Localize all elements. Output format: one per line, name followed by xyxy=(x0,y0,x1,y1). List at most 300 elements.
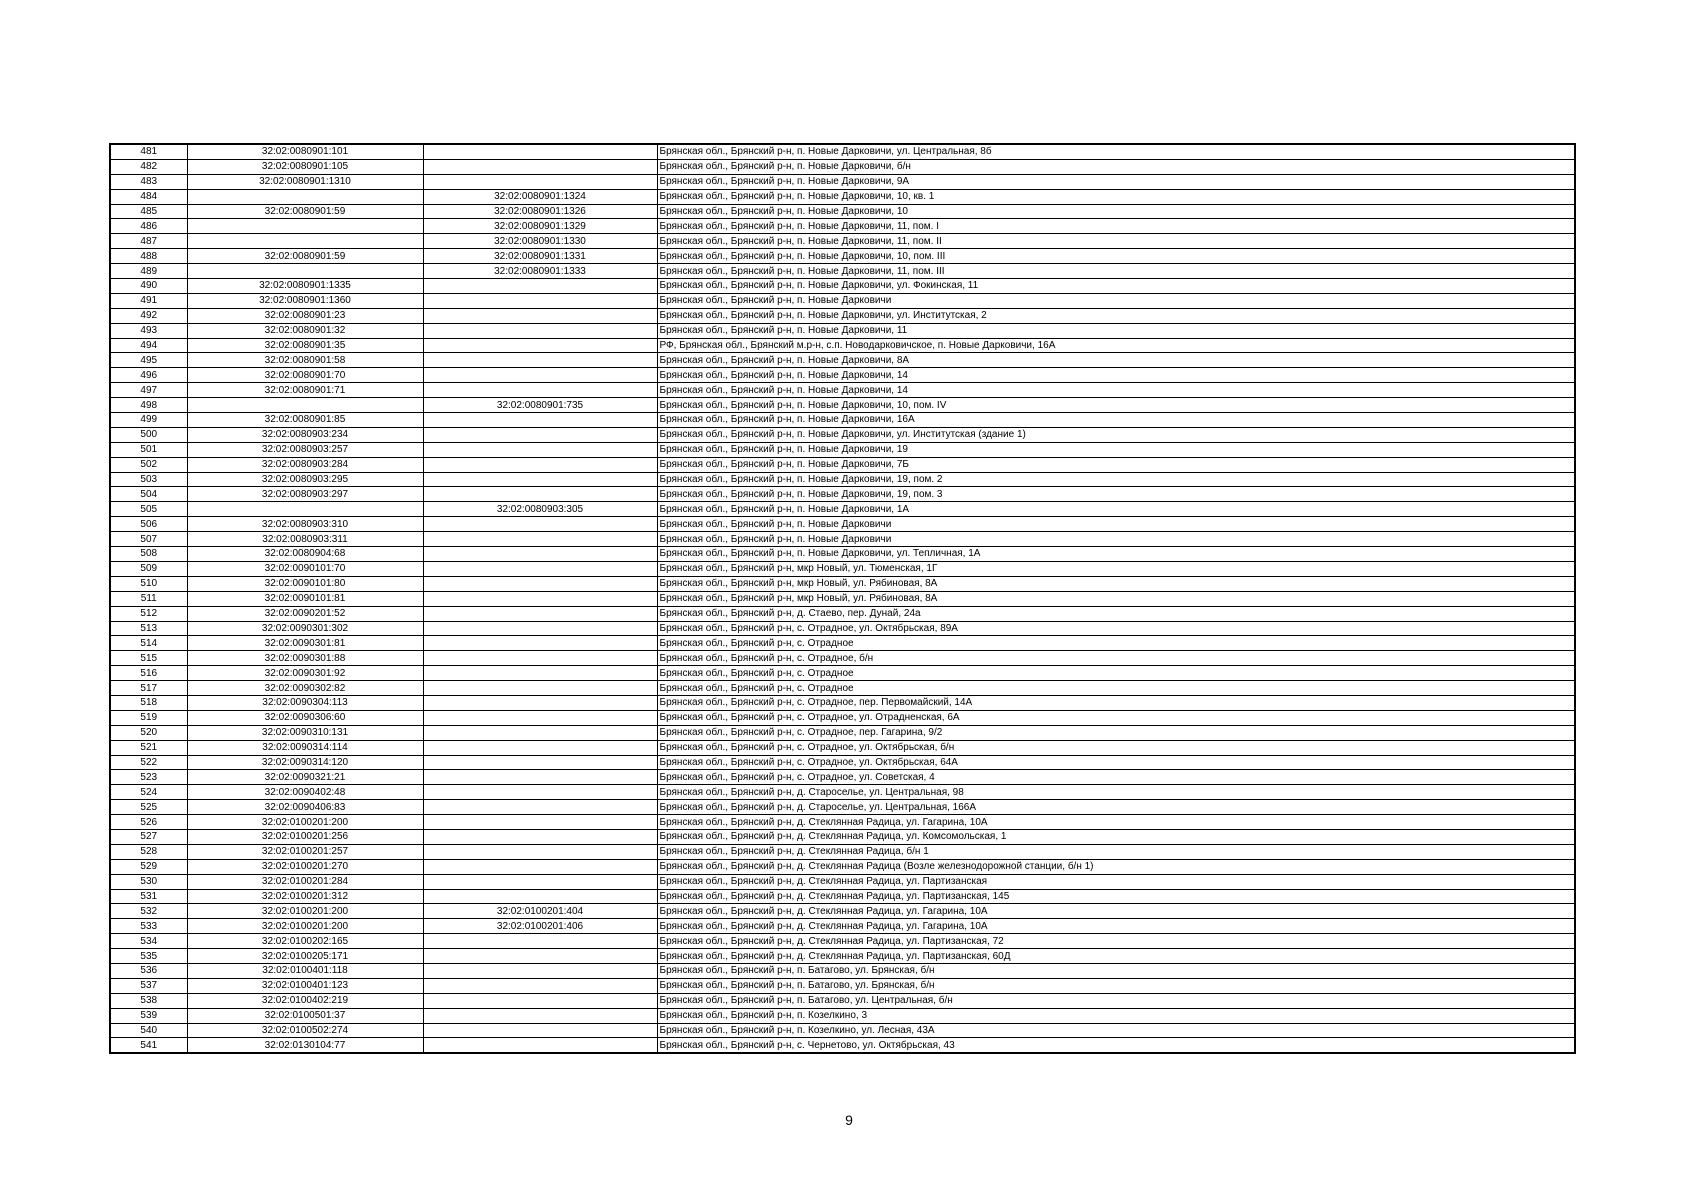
related-cadastral-number-cell xyxy=(423,442,657,457)
address-cell: Брянская обл., Брянский р-н, д. Стеклянная Радица, ул. Гагарина, 10А xyxy=(657,919,1575,934)
cadastral-number-cell: 32:02:0090406:83 xyxy=(187,800,423,815)
table-row xyxy=(110,323,1575,338)
row-number-cell: 531 xyxy=(110,889,187,904)
row-number-cell: 507 xyxy=(110,532,187,547)
cadastral-number-cell: 32:02:0090314:114 xyxy=(187,740,423,755)
cadastral-number-cell: 32:02:0080901:23 xyxy=(187,308,423,323)
row-number-cell: 534 xyxy=(110,934,187,949)
table-row xyxy=(110,978,1575,993)
address-cell: Брянская обл., Брянский р-н, п. Новые Дарковичи, 14 xyxy=(657,383,1575,398)
row-number-cell: 510 xyxy=(110,576,187,591)
address-cell: Брянская обл., Брянский р-н, п. Новые Дарковичи xyxy=(657,532,1575,547)
cadastral-number-cell: 32:02:0090101:70 xyxy=(187,561,423,576)
address-cell: Брянская обл., Брянский р-н, с. Отрадное xyxy=(657,681,1575,696)
table-row xyxy=(110,442,1575,457)
table-row xyxy=(110,204,1575,219)
address-cell: Брянская обл., Брянский р-н, с. Отрадное, пер. Первомайский, 14А xyxy=(657,695,1575,710)
address-cell: Брянская обл., Брянский р-н, с. Отрадное, ул. Октябрьская, 89А xyxy=(657,621,1575,636)
related-cadastral-number-cell xyxy=(423,547,657,562)
address-cell: Брянская обл., Брянский р-н, п. Новые Дарковичи xyxy=(657,293,1575,308)
row-number-cell: 492 xyxy=(110,308,187,323)
cadastral-number-cell: 32:02:0080901:71 xyxy=(187,383,423,398)
table-row xyxy=(110,189,1575,204)
related-cadastral-number-cell xyxy=(423,293,657,308)
table-row xyxy=(110,144,1575,159)
cadastral-number-cell: 32:02:0100201:200 xyxy=(187,815,423,830)
table-row xyxy=(110,889,1575,904)
row-number-cell: 527 xyxy=(110,829,187,844)
row-number-cell: 494 xyxy=(110,338,187,353)
table-row xyxy=(110,829,1575,844)
row-number-cell: 482 xyxy=(110,159,187,174)
address-cell: Брянская обл., Брянский р-н, д. Стеклянная Радица, ул. Комсомольская, 1 xyxy=(657,829,1575,844)
cadastral-number-cell xyxy=(187,398,423,413)
cadastral-number-cell: 32:02:0100201:200 xyxy=(187,904,423,919)
table-row xyxy=(110,844,1575,859)
cadastral-number-cell: 32:02:0090402:48 xyxy=(187,785,423,800)
cadastral-number-cell: 32:02:0090301:92 xyxy=(187,666,423,681)
related-cadastral-number-cell xyxy=(423,949,657,964)
table-row xyxy=(110,919,1575,934)
row-number-cell: 501 xyxy=(110,442,187,457)
cadastral-number-cell: 32:02:0090306:60 xyxy=(187,710,423,725)
related-cadastral-number-cell xyxy=(423,666,657,681)
table-row xyxy=(110,279,1575,294)
related-cadastral-number-cell xyxy=(423,353,657,368)
table-row xyxy=(110,234,1575,249)
related-cadastral-number-cell xyxy=(423,1023,657,1038)
table-row xyxy=(110,651,1575,666)
register-sheet xyxy=(109,143,1574,1054)
table-row xyxy=(110,800,1575,815)
address-cell: Брянская обл., Брянский р-н, п. Новые Дарковичи, ул. Центральная, 8б xyxy=(657,144,1575,159)
related-cadastral-number-cell: 32:02:0080901:1329 xyxy=(423,219,657,234)
table-row xyxy=(110,859,1575,874)
related-cadastral-number-cell xyxy=(423,815,657,830)
table-row xyxy=(110,457,1575,472)
row-number-cell: 517 xyxy=(110,681,187,696)
address-cell: Брянская обл., Брянский р-н, п. Новые Дарковичи, 10, пом. IV xyxy=(657,398,1575,413)
address-cell: Брянская обл., Брянский р-н, с. Чернетово, ул. Октябрьская, 43 xyxy=(657,1038,1575,1053)
cadastral-number-cell: 32:02:0090201:52 xyxy=(187,606,423,621)
address-cell: Брянская обл., Брянский р-н, п. Батагово, ул. Брянская, б/н xyxy=(657,963,1575,978)
cadastral-number-cell: 32:02:0080901:101 xyxy=(187,144,423,159)
table-row xyxy=(110,785,1575,800)
address-cell: Брянская обл., Брянский р-н, п. Козелкино, ул. Лесная, 43А xyxy=(657,1023,1575,1038)
address-cell: Брянская обл., Брянский р-н, д. Староселье, ул. Центральная, 166А xyxy=(657,800,1575,815)
cadastral-number-cell xyxy=(187,219,423,234)
table-row xyxy=(110,695,1575,710)
address-cell: Брянская обл., Брянский р-н, п. Новые Дарковичи, 10, пом. III xyxy=(657,249,1575,264)
row-number-cell: 504 xyxy=(110,487,187,502)
related-cadastral-number-cell xyxy=(423,308,657,323)
cadastral-number-cell: 32:02:0100401:123 xyxy=(187,978,423,993)
address-cell: Брянская обл., Брянский р-н, п. Батагово, ул. Брянская, б/н xyxy=(657,978,1575,993)
row-number-cell: 533 xyxy=(110,919,187,934)
related-cadastral-number-cell xyxy=(423,725,657,740)
cadastral-number-cell: 32:02:0080901:70 xyxy=(187,368,423,383)
cadastral-number-cell xyxy=(187,234,423,249)
cadastral-table xyxy=(109,143,1576,1054)
row-number-cell: 540 xyxy=(110,1023,187,1038)
related-cadastral-number-cell xyxy=(423,144,657,159)
address-cell: Брянская обл., Брянский р-н, п. Новые Дарковичи, ул. Тепличная, 1А xyxy=(657,547,1575,562)
row-number-cell: 529 xyxy=(110,859,187,874)
related-cadastral-number-cell xyxy=(423,829,657,844)
table-row xyxy=(110,770,1575,785)
cadastral-number-cell: 32:02:0090301:302 xyxy=(187,621,423,636)
related-cadastral-number-cell xyxy=(423,681,657,696)
row-number-cell: 500 xyxy=(110,427,187,442)
table-row xyxy=(110,308,1575,323)
row-number-cell: 488 xyxy=(110,249,187,264)
row-number-cell: 509 xyxy=(110,561,187,576)
cadastral-number-cell: 32:02:0100205:171 xyxy=(187,949,423,964)
cadastral-number-cell: 32:02:0090304:113 xyxy=(187,695,423,710)
related-cadastral-number-cell xyxy=(423,591,657,606)
address-cell: Брянская обл., Брянский р-н, с. Отрадное, ул. Советская, 4 xyxy=(657,770,1575,785)
address-cell: Брянская обл., Брянский р-н, с. Отрадное, ул. Октябрьская, 64А xyxy=(657,755,1575,770)
address-cell: Брянская обл., Брянский р-н, п. Новые Дарковичи, ул. Институтская (здание 1) xyxy=(657,427,1575,442)
related-cadastral-number-cell: 32:02:0080901:1326 xyxy=(423,204,657,219)
related-cadastral-number-cell xyxy=(423,338,657,353)
related-cadastral-number-cell: 32:02:0100201:406 xyxy=(423,919,657,934)
table-row xyxy=(110,815,1575,830)
address-cell: Брянская обл., Брянский р-н, мкр Новый, ул. Тюменская, 1Г xyxy=(657,561,1575,576)
related-cadastral-number-cell xyxy=(423,874,657,889)
related-cadastral-number-cell xyxy=(423,993,657,1008)
row-number-cell: 519 xyxy=(110,710,187,725)
table-row xyxy=(110,174,1575,189)
cadastral-number-cell: 32:02:0080903:310 xyxy=(187,517,423,532)
row-number-cell: 539 xyxy=(110,1008,187,1023)
address-cell: Брянская обл., Брянский р-н, д. Стаево, пер. Дунай, 24а xyxy=(657,606,1575,621)
table-row xyxy=(110,249,1575,264)
related-cadastral-number-cell xyxy=(423,621,657,636)
address-cell: Брянская обл., Брянский р-н, п. Новые Дарковичи, 11, пом. I xyxy=(657,219,1575,234)
related-cadastral-number-cell xyxy=(423,934,657,949)
row-number-cell: 505 xyxy=(110,502,187,517)
table-row xyxy=(110,681,1575,696)
row-number-cell: 512 xyxy=(110,606,187,621)
related-cadastral-number-cell xyxy=(423,1038,657,1053)
row-number-cell: 508 xyxy=(110,547,187,562)
related-cadastral-number-cell: 32:02:0080901:735 xyxy=(423,398,657,413)
row-number-cell: 526 xyxy=(110,815,187,830)
address-cell: Брянская обл., Брянский р-н, д. Стеклянная Радица, ул. Партизанская xyxy=(657,874,1575,889)
related-cadastral-number-cell xyxy=(423,472,657,487)
related-cadastral-number-cell xyxy=(423,889,657,904)
row-number-cell: 493 xyxy=(110,323,187,338)
row-number-cell: 535 xyxy=(110,949,187,964)
address-cell: Брянская обл., Брянский р-н, д. Стеклянная Радица, ул. Гагарина, 10А xyxy=(657,815,1575,830)
table-row xyxy=(110,710,1575,725)
table-row xyxy=(110,502,1575,517)
row-number-cell: 481 xyxy=(110,144,187,159)
address-cell: Брянская обл., Брянский р-н, п. Новые Дарковичи, 8А xyxy=(657,353,1575,368)
table-row xyxy=(110,219,1575,234)
related-cadastral-number-cell xyxy=(423,636,657,651)
address-cell: Брянская обл., Брянский р-н, с. Отрадное, ул. Октябрьская, б/н xyxy=(657,740,1575,755)
related-cadastral-number-cell xyxy=(423,606,657,621)
related-cadastral-number-cell xyxy=(423,532,657,547)
row-number-cell: 484 xyxy=(110,189,187,204)
table-row xyxy=(110,576,1575,591)
cadastral-number-cell: 32:02:0090101:81 xyxy=(187,591,423,606)
table-row xyxy=(110,532,1575,547)
cadastral-number-cell: 32:02:0080903:297 xyxy=(187,487,423,502)
table-row xyxy=(110,1008,1575,1023)
cadastral-number-cell xyxy=(187,189,423,204)
address-cell: Брянская обл., Брянский р-н, п. Батагово, ул. Центральная, б/н xyxy=(657,993,1575,1008)
row-number-cell: 497 xyxy=(110,383,187,398)
table-row xyxy=(110,293,1575,308)
cadastral-number-cell: 32:02:0090301:81 xyxy=(187,636,423,651)
address-cell: Брянская обл., Брянский р-н, д. Стеклянная Радица, ул. Гагарина, 10А xyxy=(657,904,1575,919)
address-cell: Брянская обл., Брянский р-н, п. Новые Дарковичи, 16А xyxy=(657,413,1575,428)
row-number-cell: 523 xyxy=(110,770,187,785)
address-cell: Брянская обл., Брянский р-н, п. Новые Дарковичи, 10, кв. 1 xyxy=(657,189,1575,204)
cadastral-number-cell: 32:02:0100201:257 xyxy=(187,844,423,859)
related-cadastral-number-cell xyxy=(423,651,657,666)
table-row xyxy=(110,591,1575,606)
table-row xyxy=(110,993,1575,1008)
cadastral-number-cell: 32:02:0100401:118 xyxy=(187,963,423,978)
address-cell: Брянская обл., Брянский р-н, п. Новые Дарковичи, 11 xyxy=(657,323,1575,338)
related-cadastral-number-cell: 32:02:0100201:404 xyxy=(423,904,657,919)
cadastral-number-cell: 32:02:0080903:295 xyxy=(187,472,423,487)
row-number-cell: 490 xyxy=(110,279,187,294)
address-cell: Брянская обл., Брянский р-н, д. Стеклянная Радица, ул. Партизанская, 145 xyxy=(657,889,1575,904)
row-number-cell: 537 xyxy=(110,978,187,993)
table-row xyxy=(110,934,1575,949)
table-row xyxy=(110,949,1575,964)
address-cell: Брянская обл., Брянский р-н, п. Новые Дарковичи, 19, пом. 2 xyxy=(657,472,1575,487)
cadastral-number-cell: 32:02:0080901:85 xyxy=(187,413,423,428)
cadastral-number-cell: 32:02:0100201:284 xyxy=(187,874,423,889)
table-row xyxy=(110,561,1575,576)
address-cell: Брянская обл., Брянский р-н, мкр Новый, ул. Рябиновая, 8А xyxy=(657,591,1575,606)
related-cadastral-number-cell xyxy=(423,978,657,993)
table-row xyxy=(110,904,1575,919)
row-number-cell: 520 xyxy=(110,725,187,740)
related-cadastral-number-cell xyxy=(423,844,657,859)
related-cadastral-number-cell xyxy=(423,561,657,576)
cadastral-number-cell: 32:02:0100402:219 xyxy=(187,993,423,1008)
table-row xyxy=(110,413,1575,428)
related-cadastral-number-cell xyxy=(423,800,657,815)
cadastral-number-cell: 32:02:0130104:77 xyxy=(187,1038,423,1053)
address-cell: Брянская обл., Брянский р-н, мкр Новый, ул. Рябиновая, 8А xyxy=(657,576,1575,591)
cadastral-number-cell: 32:02:0080903:257 xyxy=(187,442,423,457)
address-cell: Брянская обл., Брянский р-н, п. Новые Дарковичи, 14 xyxy=(657,368,1575,383)
cadastral-number-cell: 32:02:0100201:200 xyxy=(187,919,423,934)
address-cell: Брянская обл., Брянский р-н, п. Новые Дарковичи, 9А xyxy=(657,174,1575,189)
row-number-cell: 483 xyxy=(110,174,187,189)
related-cadastral-number-cell xyxy=(423,174,657,189)
cadastral-number-cell: 32:02:0080904:68 xyxy=(187,547,423,562)
table-row xyxy=(110,398,1575,413)
related-cadastral-number-cell xyxy=(423,963,657,978)
cadastral-number-cell: 32:02:0080901:1335 xyxy=(187,279,423,294)
row-number-cell: 528 xyxy=(110,844,187,859)
related-cadastral-number-cell xyxy=(423,368,657,383)
address-cell: РФ, Брянская обл., Брянский м.р-н, с.п. Новодарковичское, п. Новые Дарковичи, 16А xyxy=(657,338,1575,353)
cadastral-number-cell: 32:02:0080901:35 xyxy=(187,338,423,353)
related-cadastral-number-cell xyxy=(423,710,657,725)
cadastral-number-cell: 32:02:0090101:80 xyxy=(187,576,423,591)
row-number-cell: 521 xyxy=(110,740,187,755)
row-number-cell: 518 xyxy=(110,695,187,710)
address-cell: Брянская обл., Брянский р-н, с. Отрадное xyxy=(657,666,1575,681)
row-number-cell: 541 xyxy=(110,1038,187,1053)
row-number-cell: 538 xyxy=(110,993,187,1008)
address-cell: Брянская обл., Брянский р-н, п. Новые Дарковичи, 10 xyxy=(657,204,1575,219)
row-number-cell: 499 xyxy=(110,413,187,428)
page-number: 9 xyxy=(845,1112,853,1128)
table-row xyxy=(110,472,1575,487)
table-row xyxy=(110,1023,1575,1038)
row-number-cell: 513 xyxy=(110,621,187,636)
related-cadastral-number-cell xyxy=(423,576,657,591)
row-number-cell: 489 xyxy=(110,264,187,279)
row-number-cell: 502 xyxy=(110,457,187,472)
related-cadastral-number-cell xyxy=(423,457,657,472)
related-cadastral-number-cell xyxy=(423,413,657,428)
address-cell: Брянская обл., Брянский р-н, с. Отрадное, б/н xyxy=(657,651,1575,666)
table-row xyxy=(110,725,1575,740)
related-cadastral-number-cell: 32:02:0080901:1324 xyxy=(423,189,657,204)
cadastral-number-cell: 32:02:0090314:120 xyxy=(187,755,423,770)
address-cell: Брянская обл., Брянский р-н, п. Козелкино, 3 xyxy=(657,1008,1575,1023)
row-number-cell: 515 xyxy=(110,651,187,666)
row-number-cell: 514 xyxy=(110,636,187,651)
address-cell: Брянская обл., Брянский р-н, п. Новые Дарковичи, 1А xyxy=(657,502,1575,517)
address-cell: Брянская обл., Брянский р-н, п. Новые Дарковичи, 19 xyxy=(657,442,1575,457)
related-cadastral-number-cell xyxy=(423,695,657,710)
related-cadastral-number-cell xyxy=(423,427,657,442)
related-cadastral-number-cell: 32:02:0080901:1333 xyxy=(423,264,657,279)
cadastral-number-cell: 32:02:0080901:59 xyxy=(187,249,423,264)
row-number-cell: 491 xyxy=(110,293,187,308)
related-cadastral-number-cell xyxy=(423,159,657,174)
related-cadastral-number-cell xyxy=(423,740,657,755)
row-number-cell: 496 xyxy=(110,368,187,383)
row-number-cell: 525 xyxy=(110,800,187,815)
row-number-cell: 495 xyxy=(110,353,187,368)
cadastral-number-cell: 32:02:0080901:58 xyxy=(187,353,423,368)
cadastral-number-cell: 32:02:0100502:274 xyxy=(187,1023,423,1038)
cadastral-number-cell: 32:02:0080901:105 xyxy=(187,159,423,174)
cadastral-number-cell: 32:02:0100201:256 xyxy=(187,829,423,844)
table-row xyxy=(110,353,1575,368)
address-cell: Брянская обл., Брянский р-н, д. Стеклянная Радица, б/н 1 xyxy=(657,844,1575,859)
row-number-cell: 530 xyxy=(110,874,187,889)
address-cell: Брянская обл., Брянский р-н, п. Новые Дарковичи, ул. Институтская, 2 xyxy=(657,308,1575,323)
row-number-cell: 485 xyxy=(110,204,187,219)
row-number-cell: 511 xyxy=(110,591,187,606)
address-cell: Брянская обл., Брянский р-н, п. Новые Дарковичи, 11, пом. II xyxy=(657,234,1575,249)
address-cell: Брянская обл., Брянский р-н, с. Отрадное xyxy=(657,636,1575,651)
address-cell: Брянская обл., Брянский р-н, п. Новые Дарковичи, ул. Фокинская, 11 xyxy=(657,279,1575,294)
table-row xyxy=(110,338,1575,353)
table-row xyxy=(110,427,1575,442)
related-cadastral-number-cell: 32:02:0080901:1331 xyxy=(423,249,657,264)
table-row xyxy=(110,666,1575,681)
table-body xyxy=(110,144,1575,1053)
cadastral-number-cell: 32:02:0090321:21 xyxy=(187,770,423,785)
related-cadastral-number-cell: 32:02:0080903:305 xyxy=(423,502,657,517)
related-cadastral-number-cell xyxy=(423,755,657,770)
address-cell: Брянская обл., Брянский р-н, с. Отрадное, пер. Гагарина, 9/2 xyxy=(657,725,1575,740)
row-number-cell: 487 xyxy=(110,234,187,249)
cadastral-number-cell: 32:02:0100202:165 xyxy=(187,934,423,949)
address-cell: Брянская обл., Брянский р-н, д. Стеклянная Радица (Возле железнодорожной станции, б/н 1) xyxy=(657,859,1575,874)
cadastral-number-cell: 32:02:0090310:131 xyxy=(187,725,423,740)
related-cadastral-number-cell xyxy=(423,279,657,294)
cadastral-number-cell: 32:02:0080903:311 xyxy=(187,532,423,547)
cadastral-number-cell: 32:02:0080903:234 xyxy=(187,427,423,442)
table-row xyxy=(110,621,1575,636)
row-number-cell: 522 xyxy=(110,755,187,770)
cadastral-number-cell: 32:02:0090301:88 xyxy=(187,651,423,666)
address-cell: Брянская обл., Брянский р-н, п. Новые Дарковичи, 19, пом. 3 xyxy=(657,487,1575,502)
cadastral-number-cell: 32:02:0090302:82 xyxy=(187,681,423,696)
cadastral-number-cell: 32:02:0080901:59 xyxy=(187,204,423,219)
related-cadastral-number-cell: 32:02:0080901:1330 xyxy=(423,234,657,249)
related-cadastral-number-cell xyxy=(423,785,657,800)
cadastral-number-cell: 32:02:0100201:270 xyxy=(187,859,423,874)
cadastral-number-cell: 32:02:0080901:1310 xyxy=(187,174,423,189)
table-row xyxy=(110,547,1575,562)
related-cadastral-number-cell xyxy=(423,770,657,785)
cadastral-number-cell: 32:02:0080901:1360 xyxy=(187,293,423,308)
cadastral-number-cell: 32:02:0100501:37 xyxy=(187,1008,423,1023)
table-row xyxy=(110,636,1575,651)
related-cadastral-number-cell xyxy=(423,487,657,502)
related-cadastral-number-cell xyxy=(423,517,657,532)
table-row xyxy=(110,517,1575,532)
table-row xyxy=(110,487,1575,502)
cadastral-number-cell: 32:02:0100201:312 xyxy=(187,889,423,904)
table-row xyxy=(110,159,1575,174)
address-cell: Брянская обл., Брянский р-н, д. Стеклянная Радица, ул. Партизанская, 72 xyxy=(657,934,1575,949)
table-row xyxy=(110,264,1575,279)
address-cell: Брянская обл., Брянский р-н, д. Староселье, ул. Центральная, 98 xyxy=(657,785,1575,800)
cadastral-number-cell: 32:02:0080903:284 xyxy=(187,457,423,472)
cadastral-number-cell xyxy=(187,502,423,517)
related-cadastral-number-cell xyxy=(423,323,657,338)
related-cadastral-number-cell xyxy=(423,1008,657,1023)
row-number-cell: 532 xyxy=(110,904,187,919)
address-cell: Брянская обл., Брянский р-н, п. Новые Дарковичи, 7Б xyxy=(657,457,1575,472)
table-row xyxy=(110,606,1575,621)
row-number-cell: 524 xyxy=(110,785,187,800)
related-cadastral-number-cell xyxy=(423,383,657,398)
address-cell: Брянская обл., Брянский р-н, п. Новые Дарковичи, б/н xyxy=(657,159,1575,174)
address-cell: Брянская обл., Брянский р-н, с. Отрадное, ул. Отрадненская, 6А xyxy=(657,710,1575,725)
related-cadastral-number-cell xyxy=(423,859,657,874)
table-row xyxy=(110,874,1575,889)
table-row xyxy=(110,740,1575,755)
table-row xyxy=(110,1038,1575,1053)
row-number-cell: 506 xyxy=(110,517,187,532)
row-number-cell: 516 xyxy=(110,666,187,681)
table-row xyxy=(110,755,1575,770)
address-cell: Брянская обл., Брянский р-н, д. Стеклянная Радица, ул. Партизанская, 60Д xyxy=(657,949,1575,964)
row-number-cell: 486 xyxy=(110,219,187,234)
cadastral-number-cell: 32:02:0080901:32 xyxy=(187,323,423,338)
